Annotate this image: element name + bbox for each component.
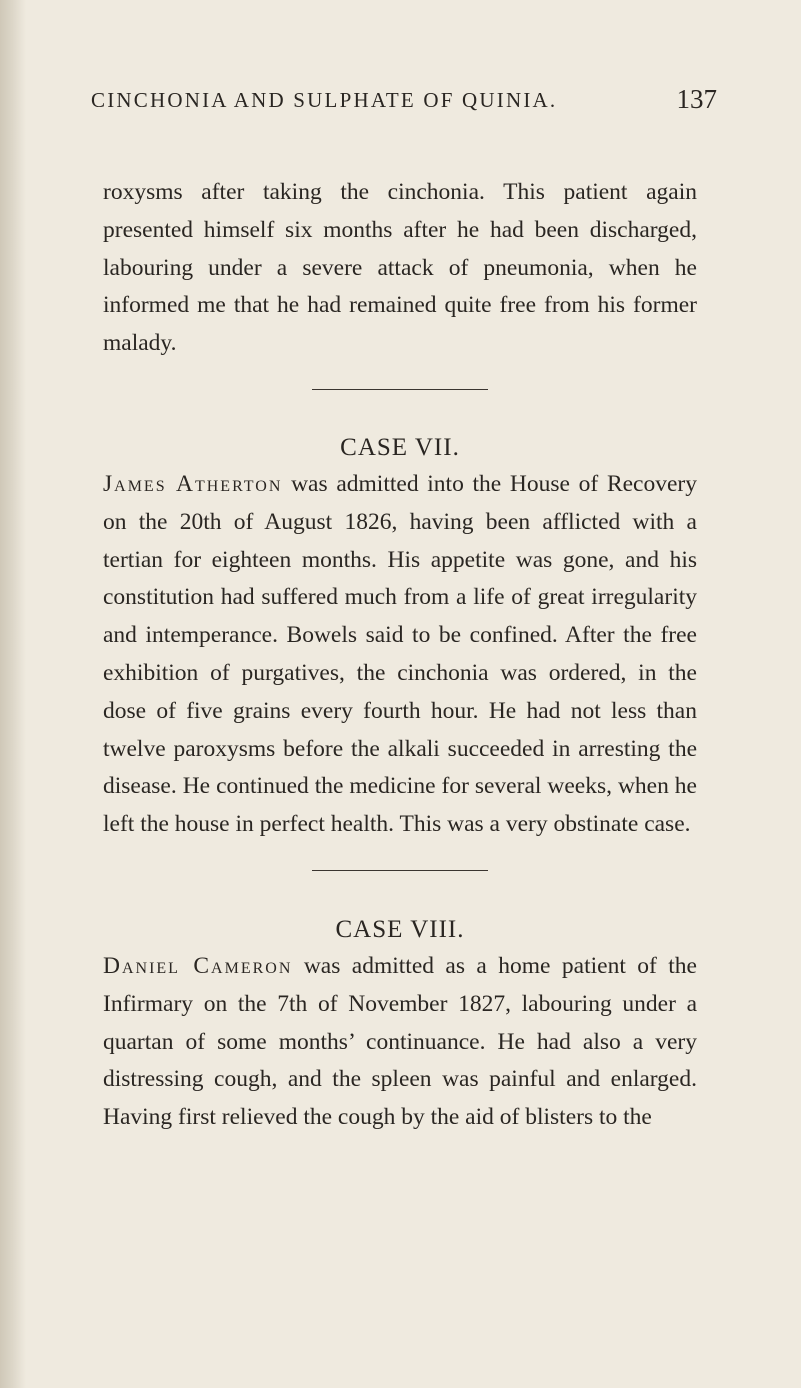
paragraph-continuation: roxysms after taking the cinchonia. This patient again presented himself six months after he had been discharged, labouring under a severe attack of pneumonia, when he informed me that he had remained quite free from his former malady. — [103, 179, 697, 357]
page-number: 137 — [676, 84, 717, 114]
book-page — [91, 60, 717, 1137]
section-divider — [312, 870, 488, 871]
patient-name: Daniel Cameron — [103, 952, 293, 979]
case-viii-paragraph — [103, 948, 697, 1137]
case-viii-text: was admitted as a home patient of the Infirmary on the 7th of November 1827, labouring under a quartan of some months’ continuance. He had also a very distressing cough, and the spleen was painful and enlarged. Having first relieved the cough by the aid of blisters to the — [103, 952, 697, 1131]
running-title: CINCHONIA AND SULPHATE OF QUINIA. — [91, 88, 558, 112]
case-vii-heading: CASE VII. — [340, 433, 460, 461]
binding-gutter — [0, 0, 26, 1388]
case-vii-paragraph — [103, 466, 697, 844]
case-vii-text: was admitted into the House of Recovery on the 20th of August 1826, having been afflicted with a tertian for eighteen months. His appetite was gone, and his constitution had suffered much from a life of great irregularity and intemperance. Bowels said to be confined. After the free exhibition of purgatives, the cinchonia was ordered, in the dose of five grains every fourth hour. He had not less than twelve paroxysms before the alkali succeeded in arresting the disease. He continued the medicine for several weeks, when he left the house in perfect health. This was a very obstinate case. — [103, 470, 697, 838]
section-divider — [312, 389, 488, 390]
case-viii-heading: CASE VIII. — [335, 915, 465, 943]
patient-name: James Atherton — [103, 470, 283, 497]
running-head — [91, 60, 717, 114]
